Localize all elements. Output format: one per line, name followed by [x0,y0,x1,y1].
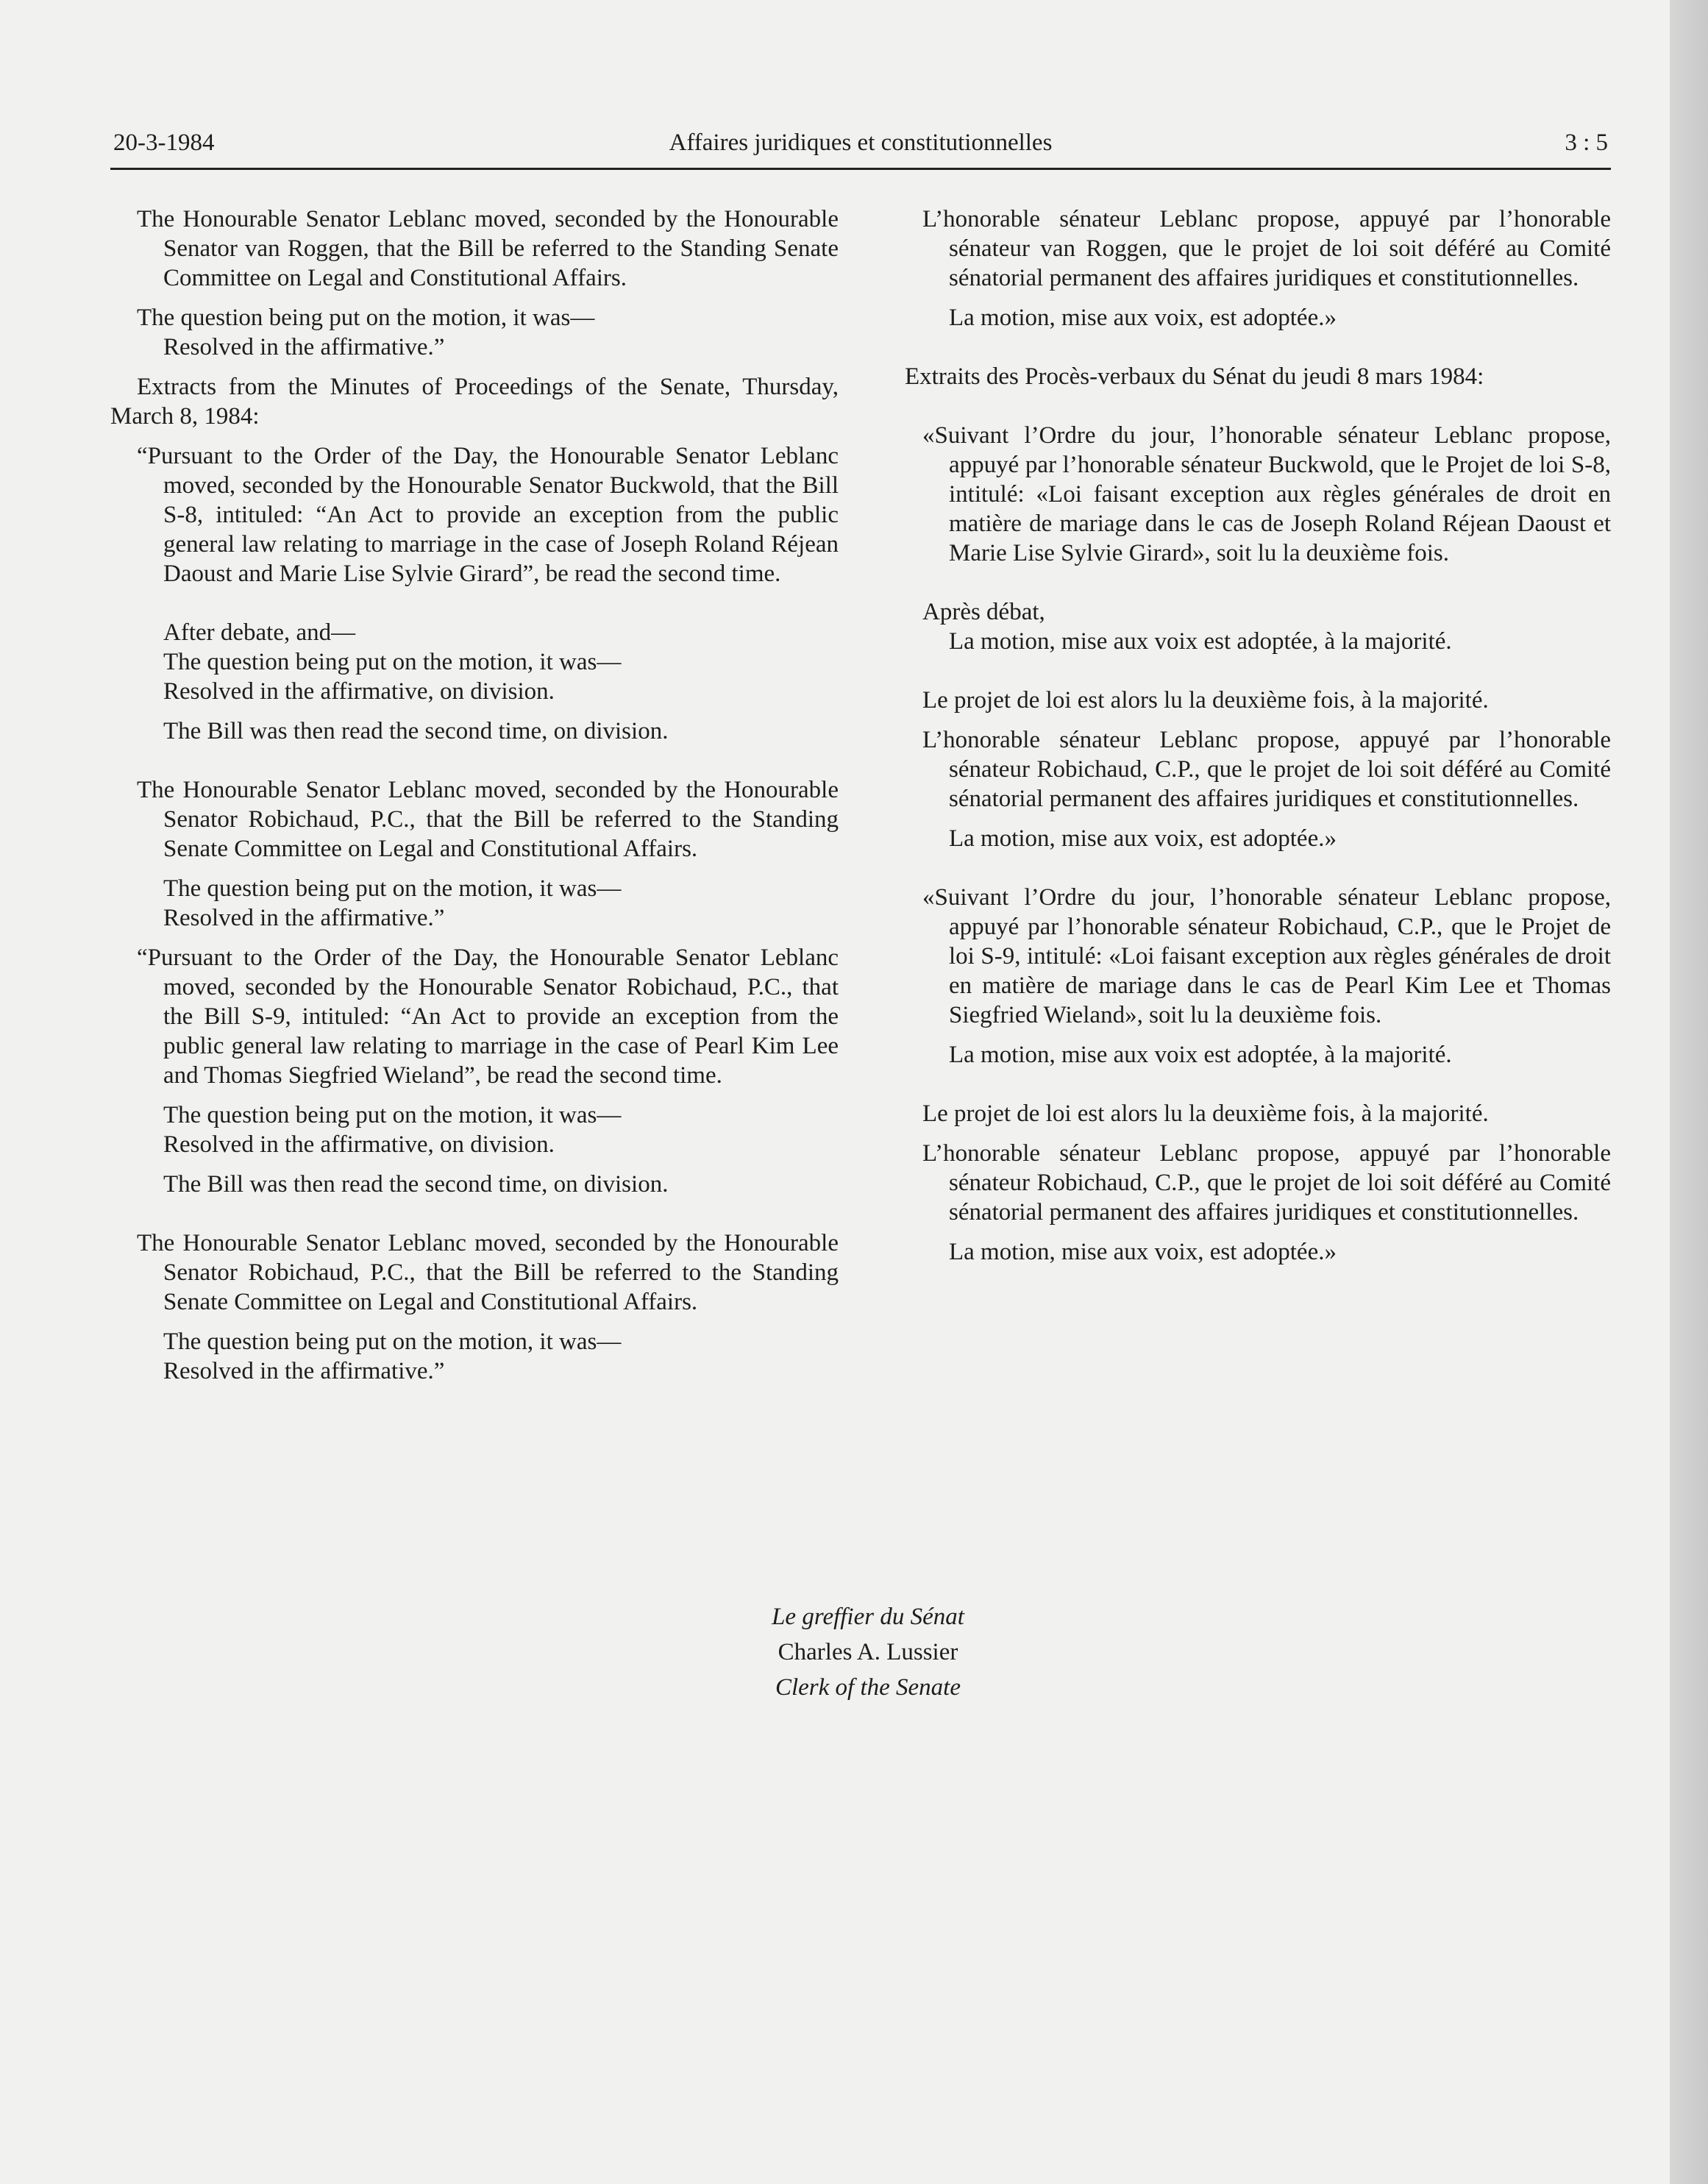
paragraph: L’honorable sénateur Leblanc propose, appuyé par l’honorable sénateur Robichaud, C.P., que le projet de loi soit déféré au Comité sénatorial permanent des affaires juridiques et constitutionnelles. [922,727,1611,812]
paragraph: La motion, mise aux voix est adoptée, à la majorité. [949,1042,1452,1068]
clerk-title-french: Le greffier du Sénat [772,1604,964,1630]
paragraph: «Suivant l’Ordre du jour, l’honorable sénateur Leblanc propose, appuyé par l’honorable sénateur Robichaud, C.P., que le Projet de loi S-9, intitulé: «Loi faisant exception aux règles générales de droit en matière de mariage dans le cas de Pearl Kim Lee et Thomas Siegfried Wieland», soit lu la deuxième fois. [922,884,1611,1028]
paragraph: “Pursuant to the Order of the Day, the Honourable Senator Leblanc moved, seconded by the Honourable Senator Robichaud, P.C., that the Bill S-9, intituled: “An Act to provide an exception from the public general law relating to marriage in the case of Pearl Kim Lee and Thomas Siegfried Wieland”, be read the second time. [137,945,839,1089]
paragraph: Resolved in the affirmative.” [163,1358,445,1384]
paragraph: Le projet de loi est alors lu la deuxième fois, à la majorité. [922,1100,1489,1127]
paragraph: The Bill was then read the second time, on division. [163,718,669,744]
paragraph: The question being put on the motion, it was— [163,1328,622,1355]
paragraph: La motion, mise aux voix, est adoptée.» [949,1239,1337,1265]
paragraph: After debate, and— [163,619,356,646]
french-column [896,204,1611,1267]
paragraph: The question being put on the motion, it was— [163,1102,622,1128]
paragraph: Resolved in the affirmative.” [163,905,445,931]
paragraph: Après débat, [922,599,1045,625]
paragraph: La motion, mise aux voix est adoptée, à la majorité. [949,628,1452,655]
paragraph: The question being put on the motion, it was— [163,875,622,902]
paragraph: La motion, mise aux voix, est adoptée.» [949,825,1337,852]
paragraph: The Bill was then read the second time, on division. [163,1171,669,1198]
paragraph: «Suivant l’Ordre du jour, l’honorable sénateur Leblanc propose, appuyé par l’honorable sénateur Buckwold, que le Projet de loi S-8, intitulé: «Loi faisant exception aux règles générales de droit en matière de mariage dans le cas de Joseph Roland Réjean Daoust et Marie Lise Sylvie Girard», soit lu la deuxième fois. [922,422,1611,566]
page-edge [1670,0,1708,2184]
paragraph: Resolved in the affirmative, on division. [163,1131,555,1158]
clerk-title-english: Clerk of the Senate [775,1674,961,1701]
page-header [110,127,1611,170]
english-column [110,204,839,1386]
paragraph: The question being put on the motion, it was— [137,305,595,331]
paragraph: The question being put on the motion, it was— [163,649,622,675]
clerk-name: Charles A. Lussier [778,1639,958,1665]
paragraph: L’honorable sénateur Leblanc propose, appuyé par l’honorable sénateur Robichaud, C.P., que le projet de loi soit déféré au Comité sénatorial permanent des affaires juridiques et constitutionnelles. [922,1140,1611,1226]
paragraph: “Pursuant to the Order of the Day, the Honourable Senator Leblanc moved, seconded by the Honourable Senator Buckwold, that the Bill S-8, intituled: “An Act to provide an exception from the public general law relating to marriage in the case of Joseph Roland Réjean Daoust and Marie Lise Sylvie Girard”, be read the second time. [137,443,839,587]
paragraph: La motion, mise aux voix, est adoptée.» [949,305,1337,331]
header-date: 20-3-1984 [113,129,215,156]
paragraph: Resolved in the affirmative.” [163,334,445,360]
paragraph: The Honourable Senator Leblanc moved, seconded by the Honourable Senator Robichaud, P.C., that the Bill be referred to the Standing Senate Committee on Legal and Constitutional Affairs. [137,777,839,862]
signature-block [515,1602,1221,1708]
page-number: 3 : 5 [1565,129,1608,156]
paragraph: L’honorable sénateur Leblanc propose, appuyé par l’honorable sénateur van Roggen, que le projet de loi soit déféré au Comité sénatorial permanent des affaires juridiques et constitutionnelles. [922,206,1611,291]
paragraph: Resolved in the affirmative, on division. [163,678,555,705]
paragraph: The Honourable Senator Leblanc moved, seconded by the Honourable Senator van Roggen, that the Bill be referred to the Standing Senate Committee on Legal and Constitutional Affairs. [137,206,839,291]
paragraph: Extracts from the Minutes of Proceedings of the Senate, Thursday, March 8, 1984: [110,374,839,430]
paragraph: Extraits des Procès-verbaux du Sénat du jeudi 8 mars 1984: [905,363,1484,390]
header-title: Affaires juridiques et constitutionnelles [669,129,1053,156]
paragraph: The Honourable Senator Leblanc moved, seconded by the Honourable Senator Robichaud, P.C., that the Bill be referred to the Standing Senate Committee on Legal and Constitutional Affairs. [137,1230,839,1315]
paragraph: Le projet de loi est alors lu la deuxième fois, à la majorité. [922,687,1489,714]
